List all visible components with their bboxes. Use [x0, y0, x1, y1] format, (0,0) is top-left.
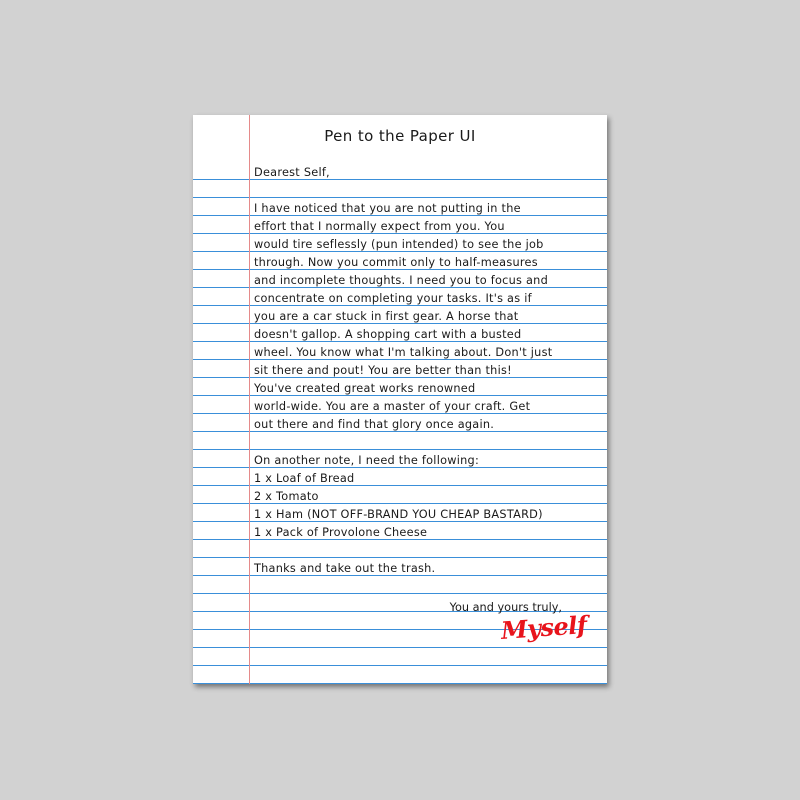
letter-closing: You and yours truly, [449, 601, 562, 614]
letter-line: 1 x Pack of Provolone Cheese [254, 526, 428, 539]
letter-line: 1 x Ham (NOT OFF-BRAND YOU CHEAP BASTARD) [254, 508, 543, 521]
letter-line: I have noticed that you are not putting in the [254, 202, 521, 215]
letter-line: Thanks and take out the trash. [254, 562, 436, 575]
letter-line: Dearest Self, [254, 166, 330, 179]
letter-line: 1 x Loaf of Bread [254, 472, 355, 485]
letter-line: out there and find that glory once again. [254, 418, 495, 431]
letter-line: concentrate on completing your tasks. It's as if [254, 292, 532, 305]
letter-line: sit there and pout! You are better than this! [254, 364, 512, 377]
page-title: Pen to the Paper UI [324, 127, 476, 145]
margin-line [249, 115, 250, 684]
letter-line: wheel. You know what I'm talking about. Don't just [254, 346, 553, 359]
letter-line: world-wide. You are a master of your craft. Get [254, 400, 531, 413]
letter-line: You've created great works renowned [254, 382, 476, 395]
letter-line: effort that I normally expect from you. You [254, 220, 505, 233]
letter-line: you are a car stuck in first gear. A horse that [254, 310, 519, 323]
signature: Myself [499, 610, 588, 645]
letter-line: and incomplete thoughts. I need you to focus and [254, 274, 549, 287]
letter-line: doesn't gallop. A shopping cart with a busted [254, 328, 522, 341]
letter-line: On another note, I need the following: [254, 454, 480, 467]
letter-line: through. Now you commit only to half-measures [254, 256, 538, 269]
letter-line: would tire seflessly (pun intended) to see the job [254, 238, 544, 251]
letter-line: 2 x Tomato [254, 490, 319, 503]
notebook-paper [193, 115, 607, 684]
